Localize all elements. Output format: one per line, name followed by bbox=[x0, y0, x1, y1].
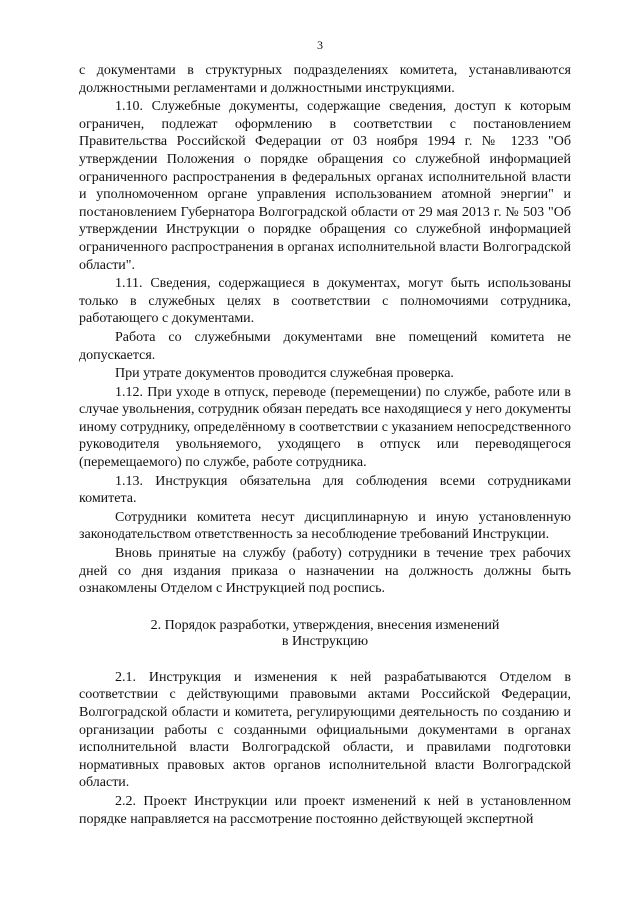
paragraph-continuation: с документами в структурных подразделениях комитета, устанавливаются должностными регламентами и должностными инструкциями. bbox=[79, 63, 571, 96]
paragraph-loss-check: При утрате документов проводится служебная проверка. bbox=[115, 366, 454, 382]
paragraph-2-1: 2.1. Инструкция и изменения к ней разрабатываются Отделом в соответствии с действующими правовыми актами Российской Федерации, Волгоградской области и комитета, регулирующими деятельность по созданию и организации работы с созданными официальными документами в органах исполнительной власти Волгоградской области, и правилами подготовки нормативных правовых актов органов исполнительной власти Волгоградской области. bbox=[79, 669, 571, 791]
paragraph-1-10: 1.10. Служебные документы, содержащие сведения, доступ к которым ограничен, подлежат оформлению в соответствии с постановлением Правительства Российской Федерации от 03 ноября 1994 г. № 1233 "Об утверждении Положения о порядке обращения со служебной информацией ограниченного распространения в федеральных органах исполнительной власти и уполномоченном органе управления использованием атомной энергии" и постановлением Губернатора Волгоградской области от 29 мая 2013 г. № 503 "Об утверждении Инструкции о порядке обращения со служебной информацией ограниченного распространения в органах исполнительной власти Волгоградской области". bbox=[79, 99, 571, 273]
document-body bbox=[79, 62, 571, 829]
paragraph-1-11: 1.11. Сведения, содержащиеся в документах, могут быть использованы только в служебных целях в соответствии с полномочиями сотрудника, работающего с документами. bbox=[79, 276, 571, 327]
paragraph-outside-work: Работа со служебными документами вне помещений комитета не допускается. bbox=[79, 329, 571, 363]
paragraph-1-12: 1.12. При уходе в отпуск, переводе (перемещении) по службе, работе или в случае увольнения, сотрудник обязан передать все находящиеся у него документы иному сотруднику, определённому в соответствии с указанием непосредственного руководителя увольняемого, уходящего в отпуск или переводящегося (перемещаемого) по службе, работе сотрудника. bbox=[79, 384, 572, 471]
paragraph-2-2: 2.2. Проект Инструкции или проект изменений к ней в установленном порядке направляется на рассмотрение постоянно действующей экспертной bbox=[79, 793, 571, 827]
section-2-heading bbox=[79, 618, 571, 650]
section-2-heading-line-1: 2. Порядок разработки, утверждения, внесения изменений bbox=[150, 617, 500, 633]
page-number: 3 bbox=[317, 38, 323, 52]
paragraph-responsibility: Сотрудники комитета несут дисциплинарную и иную установленную законодательством ответственность за несоблюдение требований Инструкции. bbox=[79, 509, 571, 543]
section-2-heading-line-2: в Инструкцию bbox=[281, 633, 369, 649]
paragraph-1-13: 1.13. Инструкция обязательна для соблюдения всеми сотрудниками комитета. bbox=[79, 473, 571, 507]
paragraph-new-employees: Вновь принятые на службу (работу) сотрудники в течение трех рабочих дней со дня издания приказа о назначении на должность должны быть ознакомлены Отделом с Инструкцией под роспись. bbox=[79, 546, 571, 597]
